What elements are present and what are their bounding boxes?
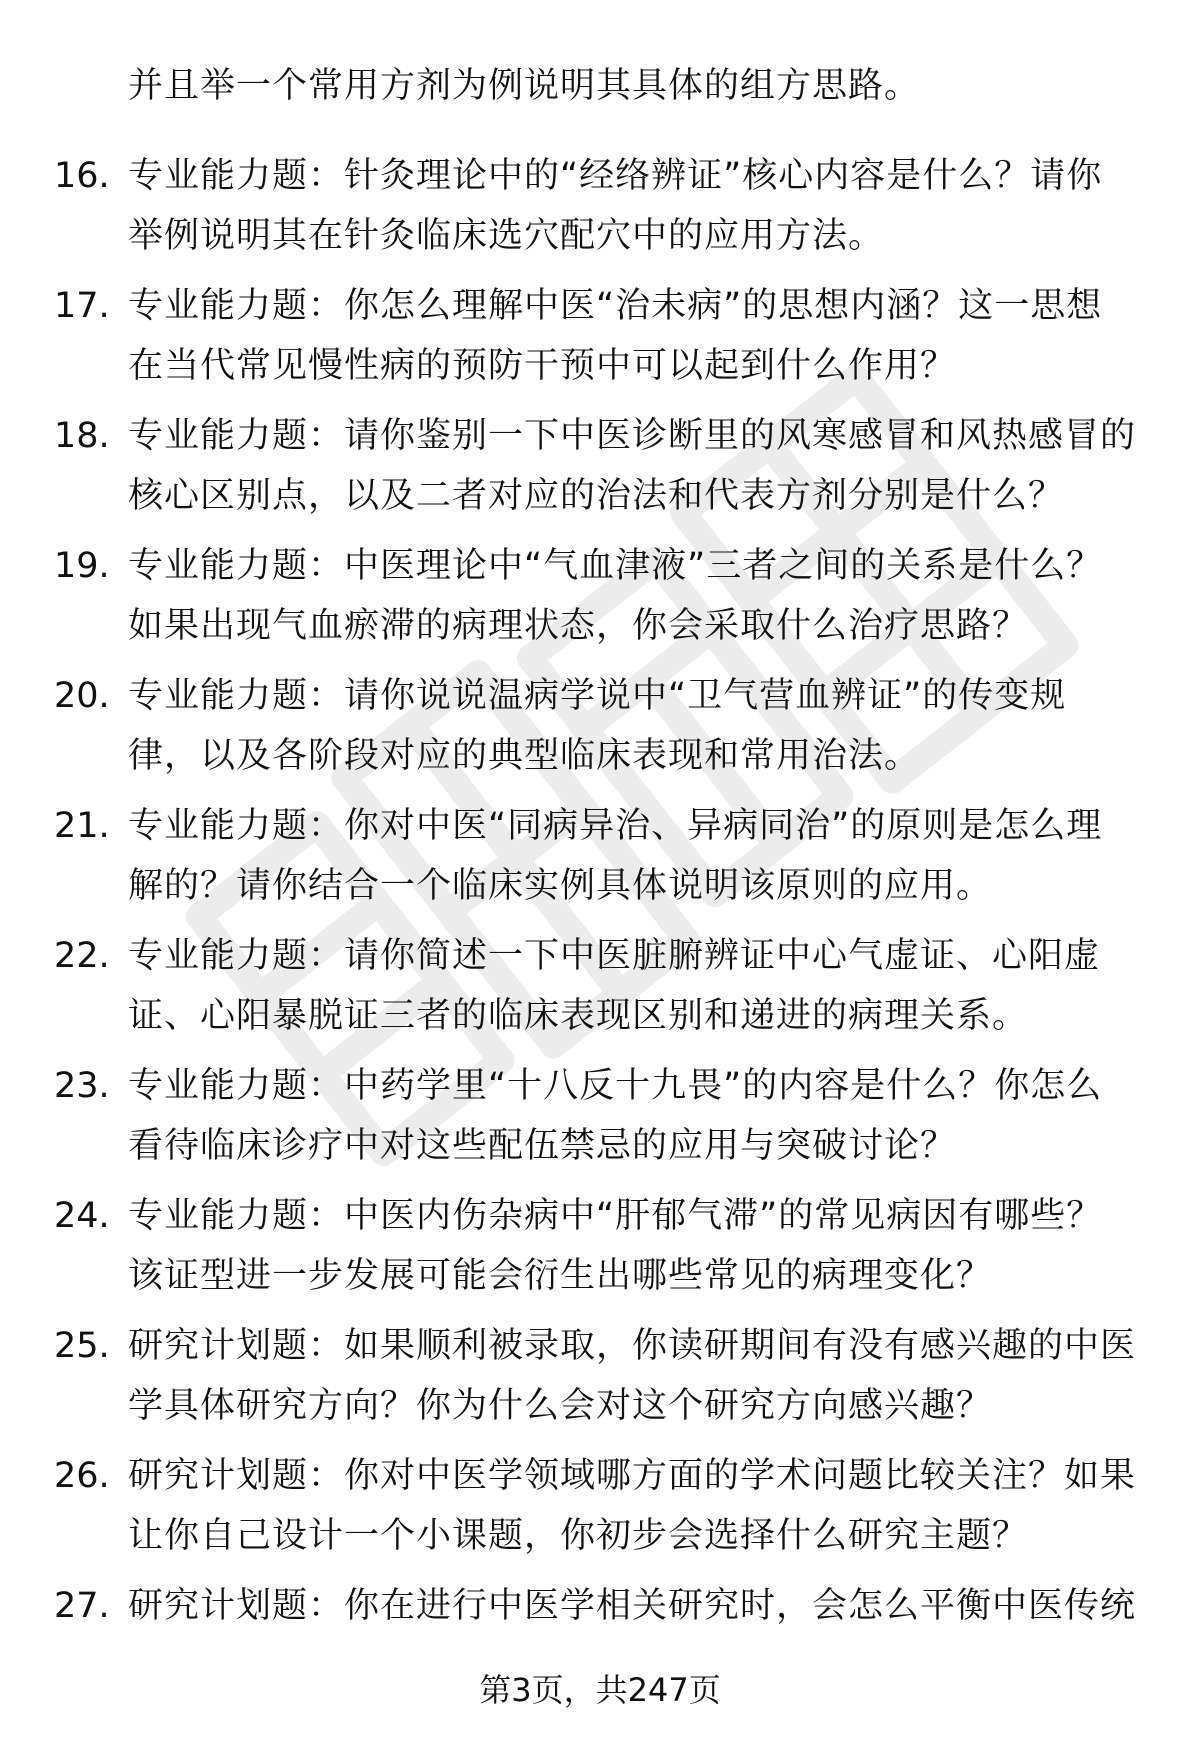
question-item [0, 1316, 1200, 1446]
question-number: 20. [54, 676, 110, 716]
question-number: 25. [54, 1326, 110, 1366]
question-text-line-1: 专业能力题：请你简述一下中医脏腑辨证中心气虚证、心阳虚 [128, 936, 1101, 976]
question-list [0, 146, 1200, 1706]
question-text-line-1: 研究计划题：你对中医学领域哪方面的学术问题比较关注？如果 [128, 1456, 1137, 1496]
question-text-line-1: 研究计划题：如果顺利被录取，你读研期间有没有感兴趣的中医 [128, 1326, 1137, 1366]
page-footer: 第3页，共247页 [479, 1671, 721, 1709]
question-text-line-1: 专业能力题：你对中医“同病异治、异病同治”的原则是怎么理 [128, 806, 1103, 846]
question-item [0, 146, 1200, 276]
question-text-line-2: 证、心阳暴脱证三者的临床表现区别和递进的病理关系。 [128, 996, 1029, 1036]
question-item [0, 1186, 1200, 1316]
question-number: 22. [54, 936, 110, 976]
question-text-line-2: 核心区别点，以及二者对应的治法和代表方剂分别是什么？ [128, 476, 1065, 516]
question-text-line-1: 研究计划题：你在进行中医学相关研究时，会怎么平衡中医传统 [128, 1586, 1137, 1626]
question-item [0, 1446, 1200, 1576]
question-text-line-2: 让你自己设计一个小课题，你初步会选择什么研究主题？ [128, 1516, 1029, 1556]
question-text-line-2: 学具体研究方向？你为什么会对这个研究方向感兴趣？ [128, 1386, 993, 1426]
question-text-line-2: 如果出现气血瘀滞的病理状态，你会采取什么治疗思路？ [128, 606, 1029, 646]
question-item [0, 406, 1200, 536]
question-number: 27. [54, 1586, 110, 1626]
question-text-line-1: 专业能力题：中医内伤杂病中“肝郁气滞”的常见病因有哪些？ [128, 1196, 1103, 1236]
question-text-line-2: 解的？请你结合一个临床实例具体说明该原则的应用。 [128, 866, 993, 906]
continuation-text: 并且举一个常用方剂为例说明其具体的组方思路。 [128, 66, 921, 106]
question-text-line-1: 专业能力题：针灸理论中的“经络辨证”核心内容是什么？请你 [128, 156, 1103, 196]
question-text-line-2: 举例说明其在针灸临床选穴配穴中的应用方法。 [128, 216, 885, 256]
question-number: 24. [54, 1196, 110, 1236]
question-item [0, 536, 1200, 666]
question-item [0, 926, 1200, 1056]
question-item [0, 796, 1200, 926]
question-item [0, 276, 1200, 406]
question-number: 19. [54, 546, 110, 586]
question-text-line-2: 看待临床诊疗中对这些配伍禁忌的应用与突破讨论？ [128, 1126, 957, 1166]
question-text-line-2: 该证型进一步发展可能会衍生出哪些常见的病理变化？ [128, 1256, 993, 1296]
question-number: 17. [54, 286, 110, 326]
question-item [0, 666, 1200, 796]
question-text-line-2: 律，以及各阶段对应的典型临床表现和常用治法。 [128, 736, 921, 776]
question-item [0, 1056, 1200, 1186]
question-text-line-1: 专业能力题：请你说说温病学说中“卫气营血辨证”的传变规 [128, 676, 1067, 716]
question-number: 16. [54, 156, 110, 196]
question-text-line-1: 专业能力题：请你鉴别一下中医诊断里的风寒感冒和风热感冒的 [128, 416, 1137, 456]
question-text-line-1: 专业能力题：你怎么理解中医“治未病”的思想内涵？这一思想 [128, 286, 1103, 326]
question-number: 18. [54, 416, 110, 456]
question-text-line-2: 在当代常见慢性病的预防干预中可以起到什么作用？ [128, 346, 957, 386]
question-text-line-1: 专业能力题：中医理论中“气血津液”三者之间的关系是什么？ [128, 546, 1103, 586]
question-number: 26. [54, 1456, 110, 1496]
question-text-line-1: 专业能力题：中药学里“十八反十九畏”的内容是什么？你怎么 [128, 1066, 1103, 1106]
question-number: 23. [54, 1066, 110, 1106]
question-number: 21. [54, 806, 110, 846]
